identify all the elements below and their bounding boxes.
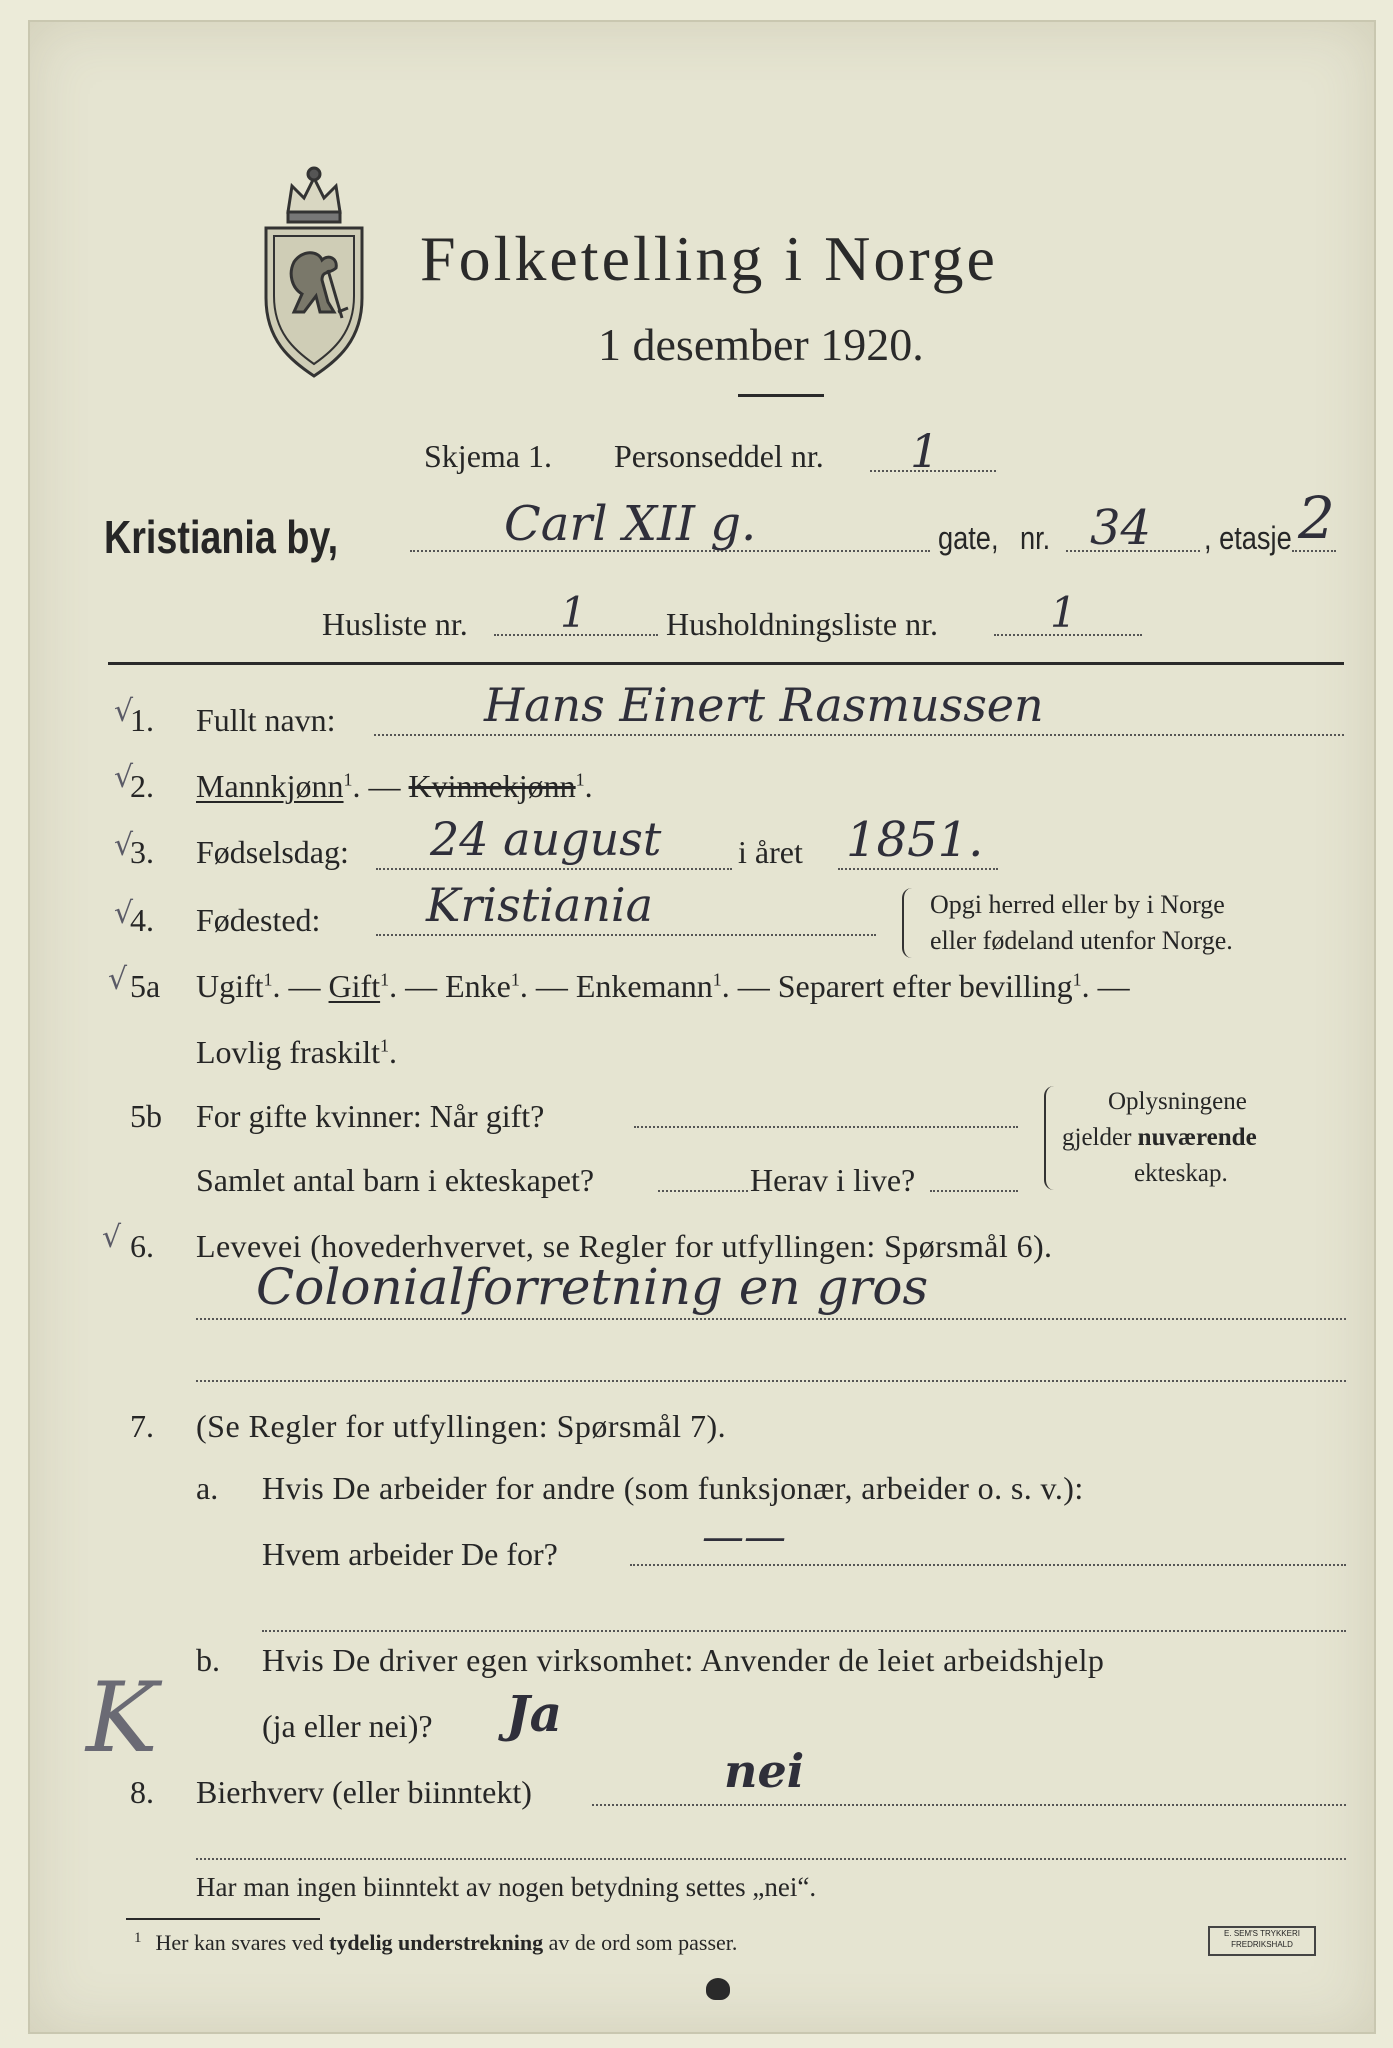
norway-coat-of-arms-icon — [258, 162, 370, 384]
skjema-label: Skjema 1. — [424, 438, 552, 474]
footer-divider — [126, 1918, 320, 1920]
q6-number: 6. — [130, 1228, 154, 1264]
female-option: Kvinnekjønn — [408, 768, 576, 804]
q5b-children-label: Samlet antal barn i ekteskapet? — [196, 1162, 595, 1198]
check-mark-icon: √ — [114, 896, 134, 931]
q3-number: 3. — [130, 834, 154, 870]
q2-number: 2. — [130, 768, 154, 804]
header-divider — [108, 662, 1344, 665]
q7b-letter: b. — [196, 1642, 220, 1678]
marital-status-line2: Lovlig fraskilt$^1$. — [196, 1034, 397, 1070]
q8-label: Bierhverv (eller biinntekt) — [196, 1774, 532, 1810]
birth-year-value: 1851. — [846, 812, 984, 868]
census-date: 1 desember 1920. — [598, 319, 924, 370]
husholdningsliste-label: Husholdningsliste nr. — [666, 606, 939, 642]
gate-label: gate, — [938, 520, 999, 556]
q5b-alive-label: Herav i live? — [750, 1162, 916, 1198]
check-mark-icon: √ — [114, 828, 134, 863]
street-value: Carl XII g. — [504, 496, 757, 552]
personseddel-label: Personseddel nr. — [614, 438, 824, 474]
marital-option-ugift: Ugift — [196, 968, 264, 1004]
male-option: Mannkjønn — [196, 768, 344, 804]
ink-blot — [706, 1978, 730, 2000]
q8-number: 8. — [130, 1774, 154, 1810]
hired-help-value: Ja — [506, 1684, 563, 1743]
q4-note-line1: Opgi herred eller by i Norge — [930, 890, 1225, 919]
q1-number: 1. — [130, 702, 154, 738]
census-form-sheet — [28, 20, 1376, 2034]
full-name-value: Hans Einert Rasmussen — [484, 678, 1044, 732]
q7-label: (Se Regler for utfyllingen: Spørsmål 7). — [196, 1408, 727, 1444]
title-divider — [738, 394, 824, 397]
q5b-line1: For gifte kvinner: Når gift? — [196, 1098, 545, 1134]
employer-value: —— — [702, 1512, 786, 1561]
footnote: $^1$ Her kan svares ved tydelig understrekning av de ord som passer. — [134, 1930, 738, 1955]
husliste-value: 1 — [560, 588, 587, 637]
check-mark-icon: √ — [114, 760, 134, 795]
floor-value: 2 — [1298, 484, 1335, 552]
marital-option-enke: Enke — [445, 968, 511, 1004]
etasje-label: , etasje — [1204, 520, 1292, 556]
q7-number: 7. — [130, 1408, 154, 1444]
birth-date-value: 24 august — [430, 812, 662, 866]
marital-option-separert-efter-bevilling: Separert efter bevilling — [777, 968, 1073, 1004]
personseddel-value: 1 — [910, 424, 940, 478]
biinntekt-note: Har man ingen biinntekt av nogen betydning settes „nei“. — [196, 1872, 817, 1902]
q7a-letter: a. — [196, 1470, 219, 1506]
q5b-note-line3: ekteskap. — [1134, 1160, 1228, 1187]
side-scribble: K — [86, 1662, 158, 1774]
marital-status-options: Ugift$^1$. — Gift$^1$. — Enke$^1$. — Enkemann$^1$. — Separert efter bevilling$^1$. — — [196, 968, 1130, 1004]
q4-number: 4. — [130, 902, 154, 938]
q5b-note-line2: gjelder nuværende — [1062, 1124, 1257, 1151]
occupation-value: Colonialforretning en gros — [256, 1258, 929, 1316]
q6-label: Levevei (hovederhvervet, se Regler for utfyllingen: Spørsmål 6). — [196, 1228, 1053, 1264]
check-mark-icon: √ — [102, 1220, 122, 1255]
side-income-value: nei — [724, 1744, 805, 1798]
q7a-line2: Hvem arbeider De for? — [262, 1536, 558, 1572]
q5b-number: 5b — [130, 1098, 162, 1134]
q7b-line2: (ja eller nei)? — [262, 1708, 433, 1744]
birthplace-value: Kristiania — [426, 878, 654, 932]
check-mark-icon: √ — [114, 694, 134, 729]
husholdningsliste-value: 1 — [1050, 588, 1077, 637]
form-title: Folketelling i Norge — [420, 223, 998, 294]
q1-label: Fullt navn: — [196, 702, 336, 738]
check-mark-icon: √ — [108, 962, 128, 997]
q4-note-line2: eller fødeland utenfor Norge. — [930, 926, 1233, 955]
city-label: Kristiania by, — [104, 511, 339, 563]
printer-stamp: E. SEM'S TRYKKERI FREDRIKSHALD — [1208, 1926, 1316, 1956]
q2-sex-options: Mannkjønn$^1$. — Kvinnekjønn$^1$. — [196, 768, 593, 804]
q3-label: Fødselsdag: — [196, 834, 349, 870]
q5a-number: 5a — [130, 968, 161, 1004]
q7a-line1: Hvis De arbeider for andre (som funksjonær, arbeider o. s. v.): — [262, 1470, 1084, 1506]
marital-option-gift: Gift — [328, 968, 381, 1004]
year-label: i året — [738, 834, 803, 870]
q7b-line1: Hvis De driver egen virksomhet: Anvender de leiet arbeidshjelp — [262, 1642, 1105, 1678]
marital-option-enkemann: Enkemann — [575, 968, 713, 1004]
q5b-note-line1: Oplysningene — [1108, 1088, 1247, 1115]
husliste-label: Husliste nr. — [322, 606, 468, 642]
house-number-value: 34 — [1090, 500, 1152, 556]
nr-label: nr. — [1020, 520, 1051, 556]
q4-label: Fødested: — [196, 902, 321, 938]
